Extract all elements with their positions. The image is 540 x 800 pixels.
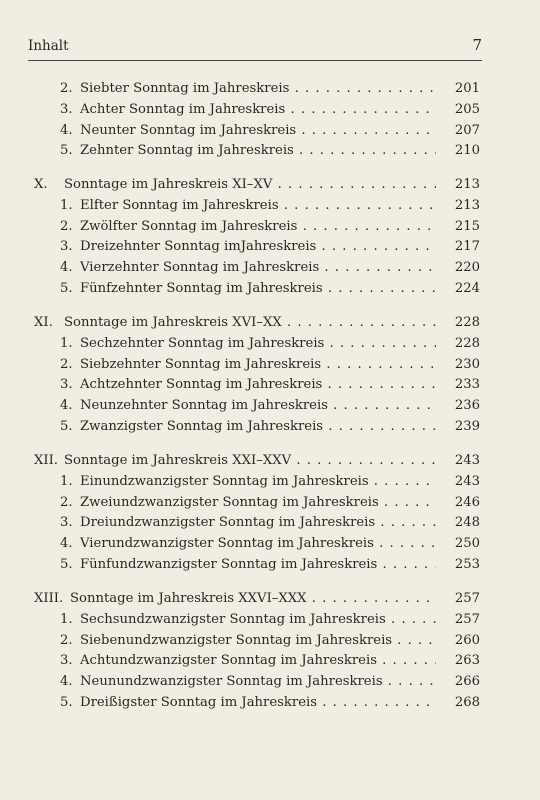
- entry-number: 2.: [60, 495, 73, 510]
- entry-page-number: 268: [454, 695, 480, 710]
- entry-number: XI.: [34, 315, 53, 330]
- entry-title: Dreiundzwanzigster Sonntag im Jahreskreis . . .: [80, 513, 436, 533]
- entry-number: 1.: [60, 198, 73, 213]
- toc-entry: [0, 237, 540, 257]
- entry-title: Neunundzwanzigster Sonntag im Jahreskreis . . .: [80, 672, 436, 692]
- entry-number: 5.: [60, 143, 73, 158]
- entry-page-number: 248: [454, 515, 480, 530]
- entry-page-number: 243: [454, 474, 480, 489]
- entry-title: Neunzehnter Sonntag im Jahreskreis . . .: [80, 396, 436, 416]
- toc-entry: [0, 355, 540, 375]
- entry-page-number: 205: [454, 102, 480, 117]
- entry-page-number: 266: [454, 674, 480, 689]
- toc-entry: [0, 417, 540, 437]
- toc-entry: [0, 375, 540, 395]
- entry-page-number: 213: [454, 177, 480, 192]
- entry-number: 4.: [60, 674, 73, 689]
- entry-title: Achtzehnter Sonntag im Jahreskreis . . .: [80, 375, 436, 395]
- entry-page-number: 263: [454, 653, 480, 668]
- toc-entry: [0, 513, 540, 533]
- entry-number: 2.: [60, 219, 73, 234]
- entry-page-number: 220: [454, 260, 480, 275]
- toc-entry: [0, 141, 540, 161]
- entry-number: 1.: [60, 336, 73, 351]
- toc-entry: [0, 610, 540, 630]
- toc-entry: [0, 258, 540, 278]
- toc-entry: [0, 472, 540, 492]
- entry-title: Sechzehnter Sonntag im Jahreskreis . . .: [80, 334, 436, 354]
- entry-number: 2.: [60, 357, 73, 372]
- toc-entry: [0, 651, 540, 671]
- entry-title: Siebzehnter Sonntag im Jahreskreis . . .: [80, 355, 436, 375]
- entry-number: 5.: [60, 557, 73, 572]
- entry-number: 2.: [60, 81, 73, 96]
- entry-number: 3.: [60, 239, 73, 254]
- entry-title: Dreizehnter Sonntag imJahreskreis . . .: [80, 237, 436, 257]
- entry-page-number: 233: [454, 377, 480, 392]
- entry-number: 5.: [60, 419, 73, 434]
- toc-entry: [0, 196, 540, 216]
- entry-title: Achtundzwanzigster Sonntag im Jahreskreis . . .: [80, 651, 436, 671]
- toc-entry: [0, 217, 540, 237]
- entry-title: Neunter Sonntag im Jahreskreis . . .: [80, 121, 436, 141]
- entry-title: Vierundzwanzigster Sonntag im Jahreskreis . . .: [80, 534, 436, 554]
- entry-page-number: 257: [454, 612, 480, 627]
- entry-number: 3.: [60, 515, 73, 530]
- toc-entry: [0, 279, 540, 299]
- entry-title: Siebter Sonntag im Jahreskreis . . .: [80, 79, 436, 99]
- toc-entry: [0, 334, 540, 354]
- entry-title: Fünfundzwanzigster Sonntag im Jahreskreis . . .: [80, 555, 436, 575]
- entry-page-number: 224: [454, 281, 480, 296]
- running-title: Inhalt: [28, 38, 69, 54]
- running-header: [28, 36, 482, 61]
- entry-page-number: 213: [454, 198, 480, 213]
- entry-page-number: 217: [454, 239, 480, 254]
- entry-title: Elfter Sonntag im Jahreskreis . . .: [80, 196, 436, 216]
- toc-entry: [0, 672, 540, 692]
- entry-page-number: 260: [454, 633, 480, 648]
- entry-title: Sonntage im Jahreskreis XVI–XX . . .: [64, 313, 436, 333]
- entry-page-number: 228: [454, 336, 480, 351]
- entry-number: 5.: [60, 281, 73, 296]
- entry-title: Einundzwanzigster Sonntag im Jahreskreis . . .: [80, 472, 436, 492]
- entry-number: 3.: [60, 377, 73, 392]
- entry-title: Sonntage im Jahreskreis XI–XV . . .: [64, 175, 436, 195]
- entry-title: Dreißigster Sonntag im Jahreskreis . . .: [80, 693, 436, 713]
- entry-number: X.: [34, 177, 48, 192]
- entry-number: XIII.: [34, 591, 64, 606]
- entry-page-number: 253: [454, 557, 480, 572]
- entry-number: 1.: [60, 612, 73, 627]
- toc-entry: [0, 100, 540, 120]
- toc-entry: [0, 693, 540, 713]
- entry-page-number: 250: [454, 536, 480, 551]
- toc-entry: [0, 555, 540, 575]
- entry-page-number: 207: [454, 123, 480, 138]
- entry-page-number: 236: [454, 398, 480, 413]
- entry-title: Vierzehnter Sonntag im Jahreskreis . . .: [80, 258, 436, 278]
- entry-page-number: 239: [454, 419, 480, 434]
- entry-title: Zwanzigster Sonntag im Jahreskreis . . .: [80, 417, 436, 437]
- toc-entry: [0, 79, 540, 99]
- entry-title: Zehnter Sonntag im Jahreskreis . . .: [80, 141, 436, 161]
- entry-number: 2.: [60, 633, 73, 648]
- entry-number: 4.: [60, 260, 73, 275]
- entry-title: Zwölfter Sonntag im Jahreskreis . . .: [80, 217, 436, 237]
- entry-number: 4.: [60, 536, 73, 551]
- entry-number: XII.: [34, 453, 58, 468]
- entry-title: Zweiundzwanzigster Sonntag im Jahreskreis . . .: [80, 493, 436, 513]
- entry-page-number: 215: [454, 219, 480, 234]
- toc-entry: [0, 631, 540, 651]
- entry-title: Fünfzehnter Sonntag im Jahreskreis . . .: [80, 279, 436, 299]
- toc-entry: [0, 396, 540, 416]
- entry-page-number: 230: [454, 357, 480, 372]
- entry-title: Sechsundzwanzigster Sonntag im Jahreskreis . . .: [80, 610, 436, 630]
- entry-title: Sonntage im Jahreskreis XXVI–XXX . . .: [70, 589, 436, 609]
- entry-page-number: 201: [454, 81, 480, 96]
- entry-number: 1.: [60, 474, 73, 489]
- toc-entry: [0, 493, 540, 513]
- toc-section-entry: [0, 451, 540, 471]
- toc-entry: [0, 121, 540, 141]
- entry-number: 4.: [60, 398, 73, 413]
- entry-page-number: 210: [454, 143, 480, 158]
- entry-page-number: 246: [454, 495, 480, 510]
- entry-title: Sonntage im Jahreskreis XXI–XXV . . .: [64, 451, 436, 471]
- entry-page-number: 243: [454, 453, 480, 468]
- entry-page-number: 228: [454, 315, 480, 330]
- entry-number: 4.: [60, 123, 73, 138]
- toc-entry: [0, 534, 540, 554]
- entry-page-number: 257: [454, 591, 480, 606]
- entry-number: 5.: [60, 695, 73, 710]
- toc-section-entry: [0, 175, 540, 195]
- page-number: 7: [472, 36, 482, 54]
- toc-section-entry: [0, 313, 540, 333]
- entry-number: 3.: [60, 653, 73, 668]
- toc-section-entry: [0, 589, 540, 609]
- entry-title: Achter Sonntag im Jahreskreis . . .: [80, 100, 436, 120]
- entry-number: 3.: [60, 102, 73, 117]
- entry-title: Siebenundzwanzigster Sonntag im Jahreskreis . . .: [80, 631, 436, 651]
